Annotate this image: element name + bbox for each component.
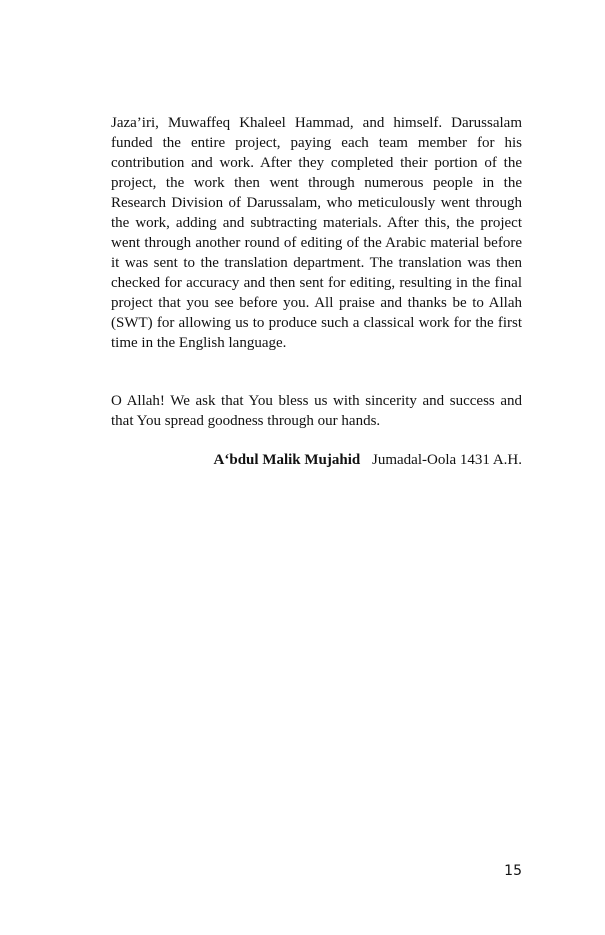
signature-name: A‘bdul Malik Mujahid xyxy=(213,452,361,468)
body-paragraph-1: Jaza’iri, Muwaffeq Khaleel Hammad, and himself. Darussalam funded the entire project, paying each team member for his contribution and work. After they completed their portion of the project, the work then went through numerous people in the Research Division of Darussalam, who meticulously went through the work, adding and subtracting materials. After this, the project went through another round of editing of the Arabic material before it was sent to the translation department. The translation was then checked for accuracy and then sent for editing, resulting in the final project that you see before you. All praise and thanks be to Allah (SWT) for allowing us to produce such a classical work for the first time in the English language. xyxy=(111,115,522,351)
signature-date: Jumadal-Oola 1431 A.H. xyxy=(372,452,522,468)
page-number: 15 xyxy=(504,863,522,879)
body-paragraph-2: O Allah! We ask that You bless us with sincerity and success and that You spread goodness through our hands. xyxy=(111,393,522,429)
signature-line xyxy=(214,450,522,470)
